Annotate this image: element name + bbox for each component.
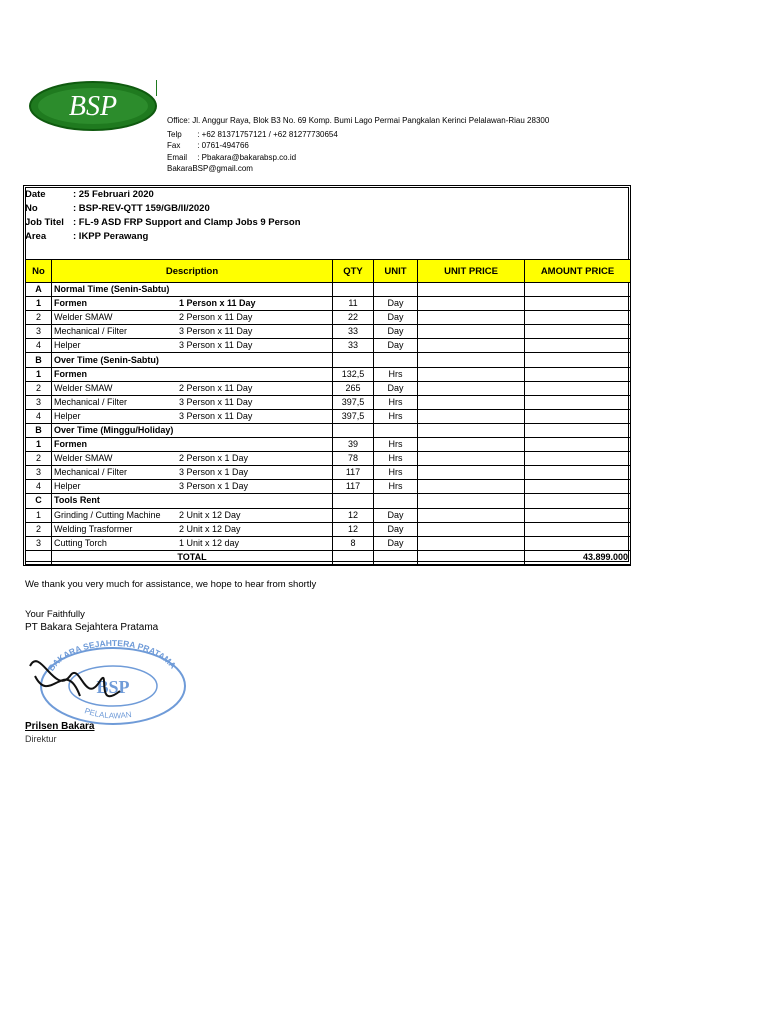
row-description (52, 367, 333, 381)
signer-name: Prilsen Bakara (25, 721, 95, 732)
row-description (52, 536, 333, 550)
table-row (26, 508, 631, 522)
row-description (52, 325, 333, 339)
row-amount (525, 409, 631, 423)
row-qty: 265 (333, 381, 374, 395)
company-stamp (25, 636, 195, 726)
item-name: Over Time (Senin-Sabtu) (54, 354, 159, 365)
row-amount (525, 353, 631, 367)
row-unit-price (418, 522, 525, 536)
row-unit-price (418, 367, 525, 381)
item-name: Helper (54, 340, 81, 351)
telp-value: : +62 81371757121 / +62 81277730654 (197, 129, 338, 139)
row-qty: 117 (333, 466, 374, 480)
row-unit (374, 283, 418, 297)
row-description (52, 423, 333, 437)
item-name: Normal Time (Senin-Sabtu) (54, 284, 170, 295)
row-number: 3 (26, 325, 52, 339)
row-unit: Hrs (374, 438, 418, 452)
row-number: 2 (26, 522, 52, 536)
row-number: 3 (26, 395, 52, 409)
item-name: Tools Rent (54, 495, 100, 506)
date-value: : 25 Februari 2020 (73, 189, 154, 200)
row-description (52, 452, 333, 466)
row-number: 3 (26, 466, 52, 480)
row-amount (525, 395, 631, 409)
row-amount (525, 452, 631, 466)
item-detail: 1 Person x 11 Day (179, 298, 256, 309)
row-unit-price (418, 381, 525, 395)
row-description (52, 283, 333, 297)
row-unit-price (418, 325, 525, 339)
stamp-center-text: BSP (96, 677, 130, 697)
faithfully-text: Your Faithfully (25, 609, 85, 620)
stamp-bottom-text: PELALAWAN (83, 706, 133, 721)
row-qty: 132,5 (333, 367, 374, 381)
item-name: Welding Trasformer (54, 523, 133, 534)
row-number: 1 (26, 367, 52, 381)
quotation-table (25, 259, 631, 565)
row-unit-price (418, 297, 525, 311)
row-unit (374, 423, 418, 437)
item-name: Grinding / Cutting Machine (54, 509, 161, 520)
table-row (26, 339, 631, 353)
row-number: B (26, 353, 52, 367)
row-unit: Hrs (374, 466, 418, 480)
item-detail: 3 Person x 11 Day (179, 396, 253, 407)
item-detail: 3 Person x 1 Day (179, 481, 249, 492)
email-label: Email (167, 152, 188, 162)
row-number: 4 (26, 480, 52, 494)
row-unit: Day (374, 381, 418, 395)
row-unit: Day (374, 325, 418, 339)
company-logo (28, 80, 158, 132)
job-title-value: : FL-9 ASD FRP Support and Clamp Jobs 9 Person (73, 217, 301, 228)
header-qty: QTY (333, 260, 374, 283)
table-row (26, 409, 631, 423)
contact-block (167, 115, 549, 175)
row-description (52, 353, 333, 367)
table-header-row (26, 260, 631, 283)
row-amount (525, 367, 631, 381)
row-number: 4 (26, 339, 52, 353)
row-unit: Day (374, 339, 418, 353)
row-unit: Day (374, 508, 418, 522)
row-unit: Day (374, 297, 418, 311)
row-description (52, 395, 333, 409)
row-amount (525, 339, 631, 353)
row-unit: Day (374, 311, 418, 325)
row-unit: Hrs (374, 409, 418, 423)
row-unit: Day (374, 522, 418, 536)
item-name: Mechanical / Filter (54, 326, 128, 337)
svg-text:BAKARA SEJAHTERA PRATAMA (46, 638, 178, 673)
item-name: Mechanical / Filter (54, 396, 128, 407)
office-address: Office: Jl. Anggur Raya, Blok B3 No. 69 Komp. Bumi Lago Permai Pangkalan Kerinci Pelalawan-Riau 28300 (167, 116, 550, 125)
signer-role: Direktur (25, 734, 57, 744)
row-unit: Day (374, 536, 418, 550)
date-label: Date (25, 189, 46, 200)
table-row (26, 311, 631, 325)
email-secondary: BakaraBSP@gmail.com (167, 164, 253, 173)
item-name: Formen (54, 298, 88, 309)
row-qty: 78 (333, 452, 374, 466)
logo-text: BSP (68, 91, 118, 122)
row-unit-price (418, 508, 525, 522)
item-detail: 2 Person x 11 Day (179, 312, 253, 323)
row-qty (333, 423, 374, 437)
row-unit-price (418, 452, 525, 466)
row-number: 3 (26, 536, 52, 550)
item-name: Welder SMAW (54, 453, 113, 464)
item-detail: 3 Person x 11 Day (179, 326, 253, 337)
row-amount (525, 283, 631, 297)
table-row (26, 466, 631, 480)
row-unit-price (418, 480, 525, 494)
row-qty: 22 (333, 311, 374, 325)
item-detail: 2 Unit x 12 Day (179, 523, 241, 534)
row-unit-price (418, 311, 525, 325)
table-row (26, 536, 631, 550)
row-description (52, 494, 333, 508)
item-detail: 2 Person x 1 Day (179, 453, 249, 464)
row-unit: Hrs (374, 395, 418, 409)
row-qty: 12 (333, 508, 374, 522)
row-number: 1 (26, 297, 52, 311)
item-detail: 3 Person x 1 Day (179, 467, 249, 478)
table-row (26, 381, 631, 395)
row-number: 4 (26, 409, 52, 423)
quotation-meta (25, 188, 301, 244)
number-label: No (25, 203, 38, 214)
item-detail: 2 Person x 11 Day (179, 382, 253, 393)
total-label: TOTAL (52, 550, 333, 564)
row-unit (374, 494, 418, 508)
section-row (26, 353, 631, 367)
row-qty (333, 494, 374, 508)
svg-text:PELALAWAN (83, 706, 132, 720)
row-number: 1 (26, 438, 52, 452)
row-unit-price (418, 494, 525, 508)
item-name: Mechanical / Filter (54, 467, 128, 478)
row-amount (525, 480, 631, 494)
row-description (52, 466, 333, 480)
row-description (52, 522, 333, 536)
row-qty: 117 (333, 480, 374, 494)
logo-divider (156, 80, 157, 96)
telp-label: Telp (167, 129, 182, 139)
row-unit-price (418, 283, 525, 297)
item-name: Over Time (Minggu/Holiday) (54, 424, 174, 435)
header-description: Description (52, 260, 333, 283)
section-row (26, 283, 631, 297)
row-qty: 33 (333, 339, 374, 353)
row-amount (525, 423, 631, 437)
table-row (26, 367, 631, 381)
row-unit: Hrs (374, 367, 418, 381)
job-title-label: Job Titel (25, 217, 64, 228)
row-amount (525, 311, 631, 325)
row-unit-price (418, 438, 525, 452)
item-name: Cutting Torch (54, 537, 107, 548)
row-description (52, 381, 333, 395)
row-number: 1 (26, 508, 52, 522)
item-detail: 2 Unit x 12 Day (179, 509, 241, 520)
row-unit: Hrs (374, 452, 418, 466)
row-description (52, 297, 333, 311)
section-row (26, 494, 631, 508)
row-unit-price (418, 353, 525, 367)
table-row (26, 452, 631, 466)
total-row (26, 550, 631, 564)
row-description (52, 508, 333, 522)
item-detail: 3 Person x 11 Day (179, 340, 253, 351)
item-name: Formen (54, 368, 88, 379)
row-qty: 8 (333, 536, 374, 550)
row-number: B (26, 423, 52, 437)
total-value: 43.899.000 (525, 550, 631, 564)
table-row (26, 297, 631, 311)
row-qty (333, 353, 374, 367)
row-unit-price (418, 395, 525, 409)
row-number: 2 (26, 311, 52, 325)
header-no: No (26, 260, 52, 283)
row-number: 2 (26, 452, 52, 466)
fax-value: : 0761-494766 (197, 141, 249, 150)
row-unit-price (418, 466, 525, 480)
header-amount-price: AMOUNT PRICE (525, 260, 631, 283)
fax-label: Fax (167, 141, 181, 150)
table-row (26, 522, 631, 536)
table-row (26, 325, 631, 339)
row-amount (525, 494, 631, 508)
row-qty (333, 283, 374, 297)
table-row (26, 395, 631, 409)
row-qty: 397,5 (333, 409, 374, 423)
row-amount (525, 297, 631, 311)
item-name: Welder SMAW (54, 312, 113, 323)
row-number: 2 (26, 381, 52, 395)
item-detail: 1 Unit x 12 day (179, 537, 240, 548)
section-row (26, 423, 631, 437)
row-amount (525, 325, 631, 339)
row-amount (525, 522, 631, 536)
row-number: A (26, 283, 52, 297)
item-name: Helper (54, 410, 81, 421)
item-name: Formen (54, 439, 88, 450)
row-amount (525, 536, 631, 550)
row-description (52, 438, 333, 452)
row-amount (525, 438, 631, 452)
row-unit: Hrs (374, 480, 418, 494)
row-amount (525, 508, 631, 522)
row-description (52, 311, 333, 325)
table-body (26, 283, 631, 551)
number-value: : BSP-REV-QTT 159/GB/II/2020 (73, 203, 210, 214)
area-label: Area (25, 231, 47, 242)
header-unit: UNIT (374, 260, 418, 283)
area-value: : IKPP Perawang (73, 231, 149, 242)
row-unit-price (418, 339, 525, 353)
row-qty: 39 (333, 438, 374, 452)
row-qty: 12 (333, 522, 374, 536)
header-unit-price: UNIT PRICE (418, 260, 525, 283)
row-number: C (26, 494, 52, 508)
row-unit (374, 353, 418, 367)
row-amount (525, 466, 631, 480)
company-name: PT Bakara Sejahtera Pratama (25, 622, 159, 633)
row-qty: 397,5 (333, 395, 374, 409)
table-row (26, 438, 631, 452)
item-name: Helper (54, 481, 81, 492)
row-qty: 11 (333, 297, 374, 311)
item-detail: 3 Person x 11 Day (179, 410, 253, 421)
stamp-top-text: BAKARA SEJAHTERA PRATAMA (45, 637, 179, 673)
row-qty: 33 (333, 325, 374, 339)
row-description (52, 480, 333, 494)
table-row (26, 480, 631, 494)
row-unit-price (418, 409, 525, 423)
row-description (52, 339, 333, 353)
row-unit-price (418, 536, 525, 550)
row-unit-price (418, 423, 525, 437)
closing-message: We thank you very much for assistance, we hope to hear from shortly (25, 579, 317, 590)
row-description (52, 409, 333, 423)
row-amount (525, 381, 631, 395)
item-name: Welder SMAW (54, 382, 113, 393)
email-value: : Pbakara@bakarabsp.co.id (197, 152, 297, 162)
